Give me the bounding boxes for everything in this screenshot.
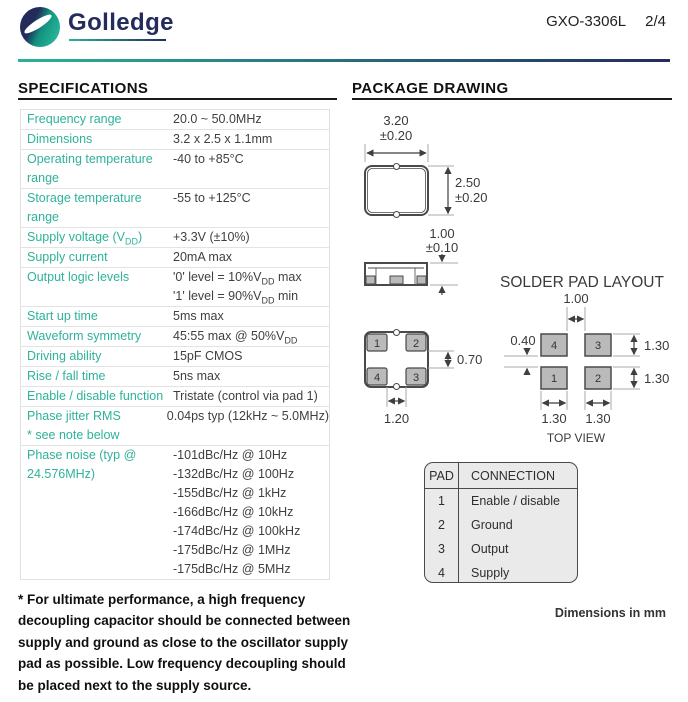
dim-height-tol: ±0.20 <box>455 190 488 205</box>
spec-value: 0.04ps typ (12kHz ~ 5.0MHz) <box>166 409 329 423</box>
package-top-view <box>365 113 487 218</box>
spec-label: Phase noise (typ @ 24.576MHz) <box>27 448 137 481</box>
spec-value: Tristate (control via pad 1) <box>173 389 318 403</box>
spec-row <box>21 228 329 248</box>
spec-row <box>21 327 329 347</box>
dim-splayout-gap-h: 1.00 <box>563 291 589 306</box>
dim-thickness: 1.00 <box>429 226 455 241</box>
spec-value: 5ns max <box>173 369 221 383</box>
document-reference <box>546 13 666 30</box>
spec-row <box>21 367 329 387</box>
header-divider <box>18 59 670 62</box>
spec-label: Storage temperature range <box>27 191 142 224</box>
pad-table-body <box>425 489 577 583</box>
pad-table-row <box>425 489 577 513</box>
brand-name: Golledge <box>68 9 174 36</box>
pad-number: 2 <box>594 373 602 385</box>
dim-pad-gap-v: 0.70 <box>457 352 483 367</box>
dim-thickness-tol: ±0.10 <box>425 240 459 255</box>
dim-pad-height-bottom: 1.30 <box>644 371 670 386</box>
top-view-caption: TOP VIEW <box>546 431 606 445</box>
pad-table-row <box>425 513 577 537</box>
spec-row <box>21 150 329 189</box>
dim-height: 2.50 <box>455 175 481 190</box>
pad-cell: 4 <box>438 566 445 580</box>
pad-table-header <box>425 463 577 489</box>
dim-pad-width-left: 1.30 <box>541 411 567 426</box>
dim-pad-width-right: 1.30 <box>585 411 611 426</box>
footnote <box>18 589 350 696</box>
dim-width-tol: ±0.20 <box>379 128 413 143</box>
spec-label: Dimensions <box>27 132 93 146</box>
footnote-line: be placed next to the supply source. <box>18 677 252 693</box>
connection-cell: Supply <box>471 566 510 580</box>
spec-value: 5ms max <box>173 309 224 323</box>
spec-label: Waveform symmetry <box>27 329 142 343</box>
pad-number: 2 <box>412 338 420 350</box>
footnote-line: decoupling capacitor should be connected between <box>18 613 351 629</box>
solder-pad-layout-title: SOLDER PAD LAYOUT <box>500 274 664 291</box>
spec-row <box>21 347 329 367</box>
spec-row <box>21 110 329 130</box>
spec-row <box>21 307 329 327</box>
dim-pad-gap-h: 1.20 <box>383 411 410 426</box>
spec-row <box>21 268 329 307</box>
spec-value: 15pF CMOS <box>173 349 243 363</box>
solder-pad-layout <box>500 274 669 445</box>
pad-cell: 2 <box>438 518 445 532</box>
spec-row <box>21 387 329 407</box>
pad-cell: 3 <box>438 542 445 556</box>
doc-code: GXO-3306L <box>546 13 627 30</box>
spec-row <box>21 446 329 579</box>
spec-value: 3.2 x 2.5 x 1.1mm <box>173 132 273 146</box>
specifications-title: SPECIFICATIONS <box>18 80 149 97</box>
spec-label: Driving ability <box>27 349 102 363</box>
spec-value: 45:55 max @ $50\%V_{DD}$ <box>173 329 298 346</box>
pad-table-row <box>425 561 577 583</box>
spec-value: '0' level = $10\%V_{DD}$ max '1' level = $90\%V_{DD}$ min <box>173 270 302 306</box>
connection-cell: Enable / disable <box>471 494 560 508</box>
spec-label: Output logic levels <box>27 270 130 284</box>
footnote-line: * For ultimate performance, a high frequency <box>18 592 306 607</box>
pad-number: 3 <box>412 372 420 384</box>
pad-connection-table <box>424 462 578 583</box>
pad-number: 4 <box>373 372 381 384</box>
connection-header: CONNECTION <box>471 468 556 483</box>
spec-label: Rise / fall time <box>27 369 106 383</box>
dim-splayout-gap-v: 0.40 <box>510 333 536 348</box>
spec-label: Supply current <box>27 250 108 264</box>
spec-row <box>21 248 329 268</box>
spec-label: Operating temperature range <box>27 152 153 185</box>
dim-width: 3.20 <box>383 113 409 128</box>
connection-cell: Output <box>471 542 509 556</box>
package-drawing-title-rule <box>352 98 672 100</box>
spec-label: Supply voltage $(V_{DD})$ <box>27 230 143 247</box>
package-drawing-title: PACKAGE DRAWING <box>352 80 509 97</box>
spec-table <box>20 109 330 580</box>
spec-row <box>21 130 329 150</box>
connection-cell: Ground <box>471 518 513 532</box>
page-number: 2/4 <box>645 13 666 30</box>
pad-table-column-divider <box>458 463 459 582</box>
footnote-line: supply and ground as close to the oscillator supply <box>18 634 349 650</box>
footnote-line: pad as possible. Low frequency decoupling should <box>18 656 346 672</box>
spec-value: -40 to +85°C <box>173 152 244 166</box>
golledge-logo-icon <box>20 7 60 47</box>
spec-value: -101dBc/Hz @ 10Hz -132dBc/Hz @ 100Hz -155dBc/Hz @ 1kHz -166dBc/Hz @ 10kHz -174dBc/Hz @ 100kHz -175dBc/Hz @ 1MHz -175dBc/Hz @ 5MHz <box>173 448 301 576</box>
pad-header: PAD <box>429 468 454 483</box>
package-side-view <box>365 226 458 295</box>
spec-label: Frequency range <box>27 112 122 126</box>
pad-number: 1 <box>373 338 381 350</box>
package-drawing <box>352 105 688 455</box>
spec-row <box>21 189 329 228</box>
spec-value: -55 to +125°C <box>173 191 251 205</box>
spec-label: Phase jitter RMS * see note below <box>27 409 121 442</box>
package-bottom-view <box>365 330 482 427</box>
units-note: Dimensions in mm <box>554 606 666 620</box>
spec-value: +3.3V (±10%) <box>173 230 250 244</box>
pad-number: 4 <box>550 340 558 352</box>
pad-number: 3 <box>594 340 602 352</box>
spec-value: 20.0 ~ 50.0MHz <box>173 112 262 126</box>
pad-cell: 1 <box>438 494 445 508</box>
pad-number: 1 <box>550 373 558 385</box>
spec-label: Enable / disable function <box>27 389 164 403</box>
spec-row <box>21 407 329 446</box>
spec-label: Start up time <box>27 309 98 323</box>
spec-value: 20mA max <box>173 250 233 264</box>
pad-table-row <box>425 537 577 561</box>
dim-pad-height-top: 1.30 <box>644 338 670 353</box>
specifications-title-rule <box>18 98 337 100</box>
brand-underline <box>69 39 166 41</box>
